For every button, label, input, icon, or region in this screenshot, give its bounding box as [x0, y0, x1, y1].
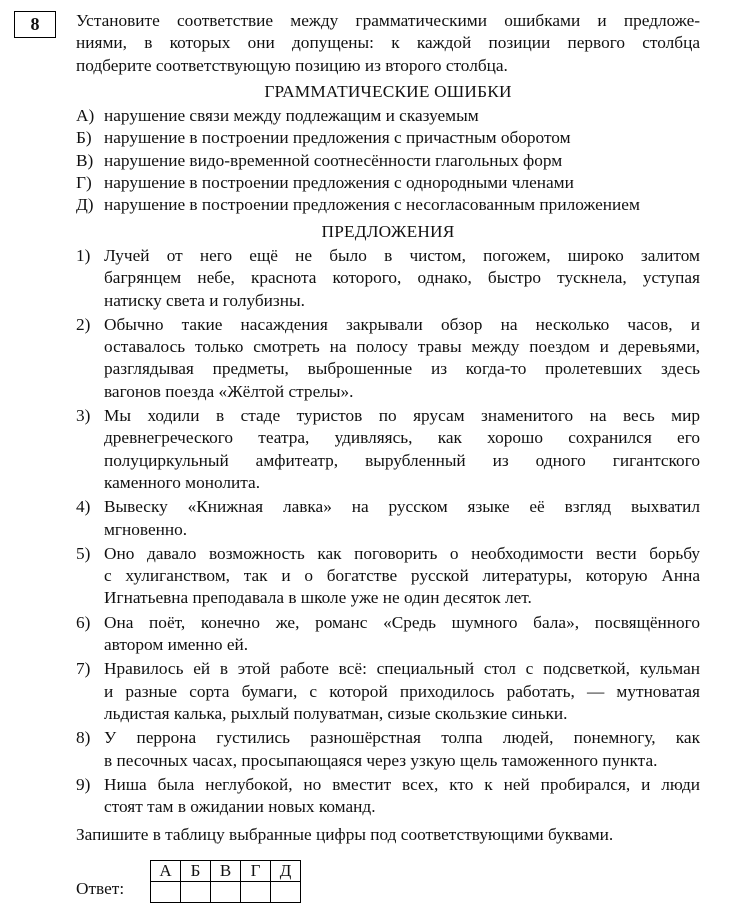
sentence-line: древнегреческого театра, удивляясь, как хорошо сохранился его [104, 428, 700, 448]
answer-cell-d[interactable] [271, 882, 301, 903]
task-prompt [76, 10, 700, 77]
instruction-text: Запишите в таблицу выбранные цифры под соответствующими буквами. [76, 825, 614, 845]
sentence-line: Лучей от него ещё не было в чистом, погожем, широко залитом [104, 245, 700, 265]
answer-col-g: Г [241, 861, 271, 882]
sentences-heading: ПРЕДЛОЖЕНИЯ [321, 221, 455, 241]
error-item [76, 194, 700, 216]
sentence-line: полуциркульный амфитеатр, вырубленный из одного гигантского [104, 450, 700, 470]
sentence-line: Ниша была неглубокой, но вместит всех, кто к ней пробирался, и люди [104, 774, 700, 794]
error-label: Б) [76, 128, 92, 148]
sentence-item [76, 496, 700, 541]
sentence-text [104, 543, 700, 610]
answer-label: Ответ: [76, 879, 125, 898]
answer-table [150, 860, 301, 903]
sentence-text [104, 774, 700, 819]
answer-cell-g[interactable] [241, 882, 271, 903]
sentence-item [76, 658, 700, 725]
sentence-number: 9) [76, 774, 91, 794]
sentence-number: 1) [76, 245, 91, 265]
sentence-text [104, 658, 700, 725]
sentence-item [76, 245, 700, 312]
sentence-line: Оно давало возможность как поговорить о необходимости вести борьбу [104, 543, 700, 563]
errors-heading: ГРАММАТИЧЕСКИЕ ОШИБКИ [264, 81, 512, 101]
sentence-line: автором именно ей. [104, 635, 249, 655]
sentence-text [104, 245, 700, 312]
sentence-line: с хулиганством, так и о богатстве русской литературы, которую Анна [104, 566, 700, 586]
errors-list [76, 105, 700, 216]
error-label: Д) [76, 195, 94, 215]
sentence-line: разглядывая предметы, выброшенные из когда-то пролетевших здесь [104, 359, 700, 379]
error-item [76, 150, 700, 172]
answer-cell-b[interactable] [181, 882, 211, 903]
sentence-item [76, 612, 700, 657]
sentence-number: 2) [76, 314, 91, 334]
sentences-list [76, 245, 700, 818]
sentence-number: 3) [76, 406, 91, 426]
task-content [76, 10, 700, 847]
sentence-item [76, 405, 700, 494]
sentence-line: У перрона густились разношёрстная толпа людей, понемногу, как [104, 728, 700, 748]
error-label: А) [76, 106, 95, 126]
sentence-number: 5) [76, 543, 91, 563]
prompt-line: Установите соответствие между грамматическими ошибками и предложе- [76, 11, 700, 30]
sentence-line: Игнатьевна преподавала в школе уже не один десяток лет. [104, 588, 532, 608]
sentence-number: 6) [76, 612, 91, 632]
sentence-item [76, 727, 700, 772]
answer-input-row [151, 882, 301, 903]
sentence-line: вагонов поезда «Жёлтой стрелы». [104, 381, 354, 401]
task-number-box [14, 11, 56, 38]
sentence-text [104, 314, 700, 403]
error-text: нарушение видо-временной соотнесённости глагольных форм [104, 150, 563, 170]
error-label: Г) [76, 173, 92, 193]
sentence-line: мгновенно. [104, 519, 188, 539]
sentence-line: и разные сорта бумаги, с которой приходилось работать, — мутноватая [104, 681, 700, 701]
sentence-text [104, 612, 700, 657]
answer-col-d: Д [271, 861, 301, 882]
sentence-line: Мы ходили в стаде туристов по ярусам знаменитого на весь мир [104, 406, 700, 426]
sentence-number: 7) [76, 659, 91, 679]
error-label: В) [76, 150, 94, 170]
sentence-line: стоят там в ожидании новых команд. [104, 797, 376, 817]
sentence-text [104, 405, 700, 494]
sentence-line: Обычно такие насаждения закрывали обзор на несколько часов, и [104, 314, 700, 334]
answer-col-a: А [151, 861, 181, 882]
error-text: нарушение в построении предложения с однородными членами [104, 173, 574, 193]
sentence-line: льдистая калька, рыхлый полуватман, сизые скользкие синьки. [104, 703, 568, 723]
sentence-text [104, 496, 700, 541]
sentence-line: оставалось только смотреть на полосу травы между поездом и деревьями, [104, 337, 700, 357]
sentence-line: Она поёт, конечно же, романс «Средь шумного бала», посвящённого [104, 612, 700, 632]
answer-col-v: В [211, 861, 241, 882]
error-text: нарушение связи между подлежащим и сказуемым [104, 106, 479, 126]
sentence-item [76, 314, 700, 403]
answer-header-row [151, 861, 301, 882]
error-item [76, 172, 700, 194]
sentence-number: 8) [76, 728, 91, 748]
sentence-text [104, 727, 700, 772]
sentence-line: Вывеску «Книжная лавка» на русском языке её взгляд выхватил [104, 497, 700, 517]
sentence-line: в песочных часах, просыпающаяся через узкую щель таможенного пункта. [104, 750, 658, 770]
error-item [76, 127, 700, 149]
error-item [76, 105, 700, 127]
sentence-line: каменного монолита. [104, 472, 261, 492]
sentence-item [76, 774, 700, 819]
sentence-line: натиску света и голубизны. [104, 290, 305, 310]
sentence-item [76, 543, 700, 610]
sentence-line: Нравилось ей в этой работе всё: специальный стол с подсветкой, кульман [104, 659, 700, 679]
answer-col-b: Б [181, 861, 211, 882]
error-text: нарушение в построении предложения с причастным оборотом [104, 128, 571, 148]
prompt-line: ниями, в которых они допущены: к каждой позиции первого столбца [76, 33, 700, 53]
sentence-number: 4) [76, 497, 91, 517]
task-number: 8 [30, 14, 40, 34]
prompt-line: подберите соответствующую позицию из второго столбца. [76, 55, 508, 75]
sentence-line: багрянцем небе, краснота которого, однако, быстро тускнела, уступая [104, 268, 700, 288]
answer-cell-a[interactable] [151, 882, 181, 903]
error-text: нарушение в построении предложения с несогласованным приложением [104, 195, 640, 215]
answer-cell-v[interactable] [211, 882, 241, 903]
